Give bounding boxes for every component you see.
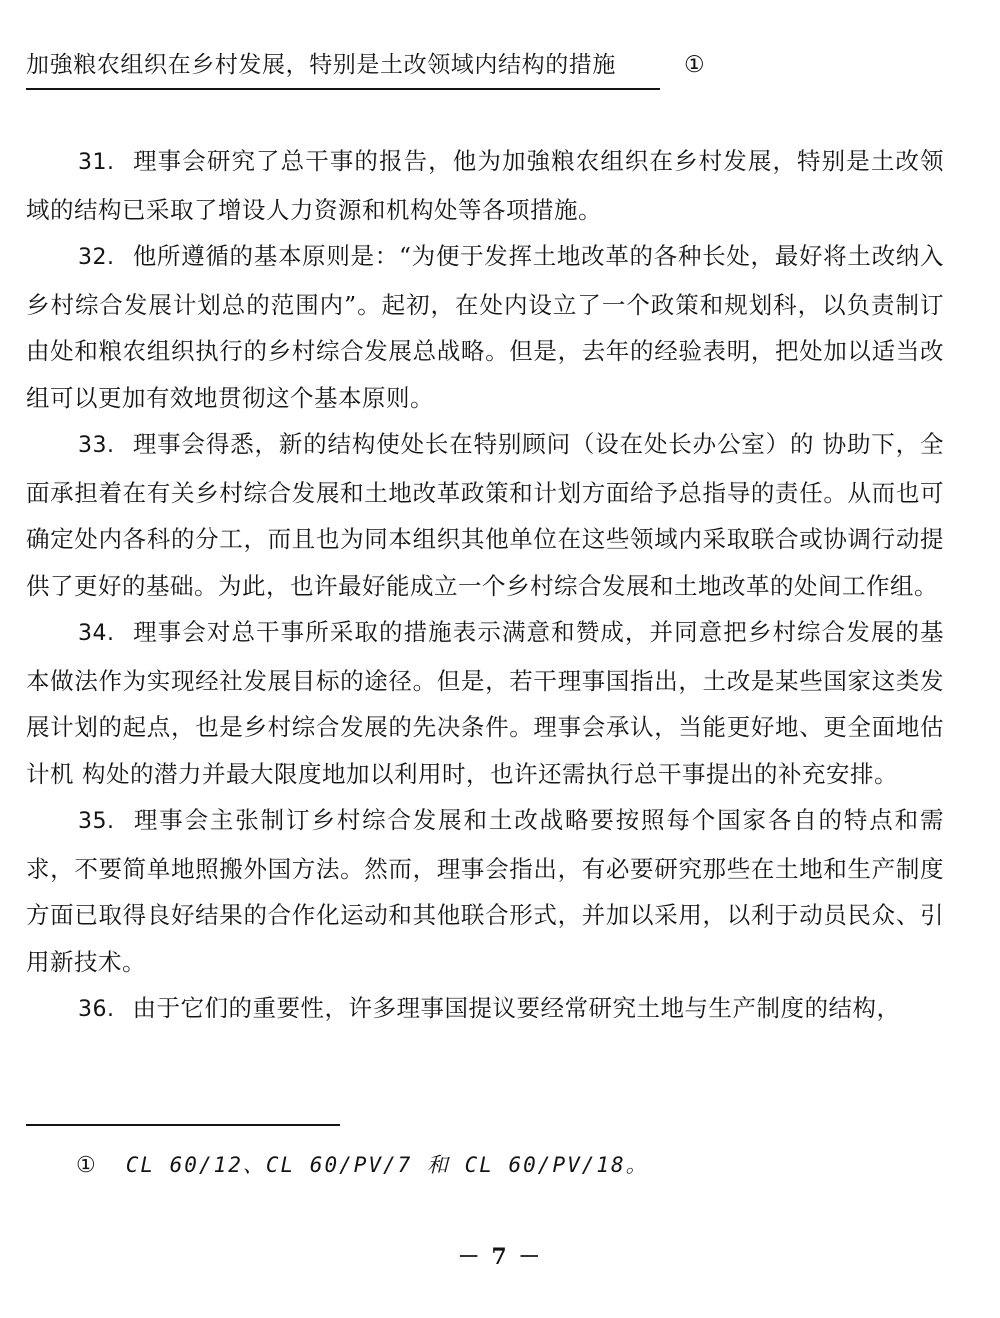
footnote-text: CL 60/12、CL 60/PV/7 和 CL 60/PV/18。 [125,1153,649,1177]
paragraph-31 [26,138,944,233]
heading-underline [26,88,660,90]
body-text [26,138,944,1034]
paragraph-text: 他所遵循的基本原则是：“为便于发挥土地改革的各种长处，最好将土改纳入乡村综合发展计划总的范围内”。起初，在处内设立了一个政策和规划科，以负责制订由处和粮农组织执行的乡村综合发展总战略。但是，去年的经验表明，把处加以适当改组可以更加有效地贯彻这个基本原则。 [26,242,944,412]
paragraph-number: 31. [78,150,115,175]
paragraph-number: 36. [78,997,115,1022]
paragraph-text: 理事会得悉，新的结构使处长在特别顾问（设在处长办公室）的 协助下，全面承担着在有关乡村综合发展和土地改革政策和计划方面给予总指导的责任。从而也可确定处内各科的分工，而且也为同本组织其他单位在这些领域内采取联合或协调行动提供了更好的基础。为此，也许最好能成立一个乡村综合发展和土地改革的处间工作组。 [26,430,944,600]
paragraph-34 [26,609,944,797]
paragraph-number: 33. [78,433,115,458]
paragraph-number: 32. [78,245,115,270]
paragraph-number: 34. [78,621,115,646]
paragraph-36 [26,985,944,1034]
footnote-marker: ① [76,1153,96,1178]
paragraph-text: 理事会主张制订乡村综合发展和土改战略要按照每个国家各自的特点和需求，不要简单地照搬外国方法。然而，理事会指出，有必要研究那些在土地和生产制度方面已取得良好结果的合作化运动和其他联合形式，并加以采用，以利于动员民众、引用新技术。 [26,806,944,976]
page-heading-text: 加強粮农组织在乡村发展，特别是土改领域内结构的措施 [26,52,616,78]
page-heading [26,48,660,82]
page-number: － 7 － [457,1244,543,1270]
paragraph-text: 理事会对总干事所采取的措施表示满意和赞成，并同意把乡村综合发展的基本做法作为实现经社发展目标的途径。但是，若干理事国指出，土改是某些国家这类发展计划的起点，也是乡村综合发展的先决条件。理事会承认，当能更好地、更全面地估计机 构处的潜力并最大限度地加以利用时，也许还需执行总干事提出的补充安排。 [26,618,944,788]
footnote [76,1148,649,1183]
paragraph-35 [26,797,944,985]
paragraph-33 [26,421,944,609]
footnote-separator [26,1124,340,1126]
paragraph-number: 35. [78,809,115,834]
paragraph-text: 由于它们的重要性，许多理事国提议要经常研究土地与生产制度的结构， [132,994,901,1022]
paragraph-32 [26,233,944,421]
paragraph-text: 理事会研究了总干事的报告，他为加強粮农组织在乡村发展，特别是土改领域的结构已采取了增设人力资源和机构处等各项措施。 [26,147,944,224]
heading-footnote-marker: ① [684,52,705,78]
